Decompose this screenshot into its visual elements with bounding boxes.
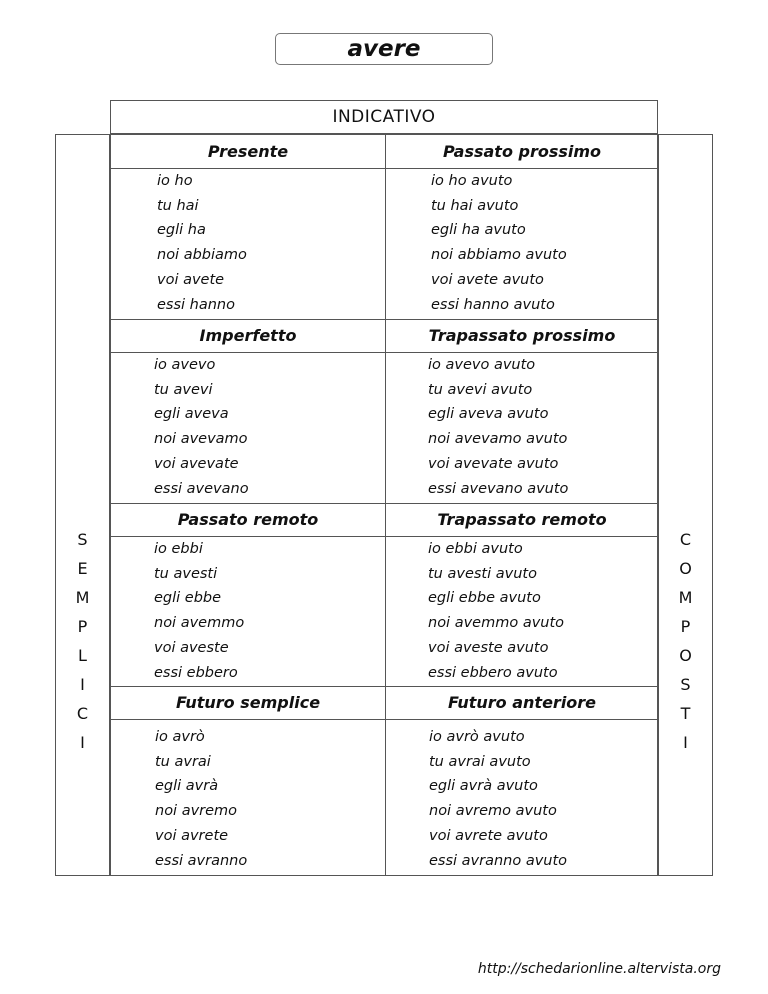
verb-form: voi avrete xyxy=(155,827,229,844)
semplici-label xyxy=(56,525,109,757)
mood-header: INDICATIVO xyxy=(110,100,658,134)
verb-form: io avevo xyxy=(154,357,216,373)
verb-form: io avrò avuto xyxy=(429,729,525,745)
tense-title-presente: Presente xyxy=(207,142,289,161)
side-letter: P xyxy=(77,617,88,636)
side-letter: I xyxy=(683,733,688,752)
tense-title-imperfetto: Imperfetto xyxy=(199,326,297,345)
verb-form: noi abbiamo xyxy=(157,247,247,264)
verb-form: essi avevano xyxy=(154,480,249,497)
verb-form: essi ebbero avuto xyxy=(428,664,558,681)
row-divider xyxy=(111,686,657,687)
verb-form: noi abbiamo avuto xyxy=(431,247,567,264)
verb-form: essi hanno avuto xyxy=(431,296,555,313)
row-divider xyxy=(111,503,657,504)
tense-title-futuro-semplice: Futuro semplice xyxy=(175,693,321,712)
verb-form: tu hai xyxy=(157,197,199,214)
verb-form: tu avrai xyxy=(155,753,211,770)
verb-form: egli aveva xyxy=(154,406,229,423)
verb-form: io ho xyxy=(157,173,193,189)
verb-form: io ho avuto xyxy=(431,173,513,189)
verb-title: avere xyxy=(275,33,493,65)
side-letter: C xyxy=(76,704,89,723)
verb-form: noi avemmo xyxy=(154,615,245,632)
side-letter: L xyxy=(78,646,87,665)
verb-form: egli aveva avuto xyxy=(428,406,549,423)
verb-form: noi avevamo avuto xyxy=(428,431,568,448)
verb-form: tu avrai avuto xyxy=(429,753,531,770)
side-letter: P xyxy=(680,617,691,636)
verb-form: voi avevate avuto xyxy=(428,455,559,472)
forms-passato-remoto xyxy=(154,537,244,685)
conjugation-table xyxy=(110,134,658,876)
verb-form: voi avete xyxy=(157,271,225,288)
verb-form: tu avevi xyxy=(154,381,213,398)
verb-form: noi avremo xyxy=(155,803,238,820)
tense-title-trapassato-remoto: Trapassato remoto xyxy=(437,510,607,529)
verb-form: noi avremo avuto xyxy=(429,803,557,820)
verb-form: egli ebbe xyxy=(154,590,222,607)
verb-form: io ebbi xyxy=(154,541,203,557)
composti-label xyxy=(659,525,712,757)
side-letter: M xyxy=(678,588,693,607)
tense-title-futuro-anteriore: Futuro anteriore xyxy=(447,693,597,712)
forms-passato-prossimo xyxy=(431,169,567,317)
verb-form: io ebbi avuto xyxy=(428,541,523,557)
side-letter: S xyxy=(77,530,88,549)
side-letter: M xyxy=(75,588,90,607)
tense-title-passato-remoto: Passato remoto xyxy=(177,510,319,529)
verb-form: io avrò xyxy=(155,729,205,745)
verb-form: egli ebbe avuto xyxy=(428,590,541,607)
verb-form: voi aveste avuto xyxy=(428,639,549,656)
side-letter: T xyxy=(680,704,691,723)
forms-trapassato-prossimo xyxy=(428,353,568,501)
verb-form: io avevo avuto xyxy=(428,357,536,373)
verb-form: egli avrà xyxy=(155,778,219,795)
source-url: http://schedarionline.altervista.org xyxy=(477,961,721,977)
verb-form: noi avevamo xyxy=(154,431,248,448)
tense-title-trapassato-prossimo: Trapassato prossimo xyxy=(428,326,616,345)
composti-side-column xyxy=(658,134,713,876)
column-divider xyxy=(385,135,386,875)
side-letter: I xyxy=(80,675,85,694)
forms-futuro-anteriore xyxy=(429,725,567,873)
verb-form: essi hanno xyxy=(157,296,235,313)
verb-form: tu avevi avuto xyxy=(428,381,533,398)
forms-futuro-semplice xyxy=(155,725,247,873)
verb-form: essi avranno xyxy=(155,852,248,869)
forms-imperfetto xyxy=(154,353,249,501)
side-letter: E xyxy=(77,559,88,578)
forms-presente xyxy=(157,169,247,317)
verb-form: tu avesti xyxy=(154,565,218,582)
side-letter: O xyxy=(679,646,692,665)
semplici-side-column xyxy=(55,134,110,876)
verb-form: essi ebbero xyxy=(154,664,238,681)
verb-form: egli ha xyxy=(157,222,206,239)
verb-form: essi avevano avuto xyxy=(428,480,569,497)
side-letter: S xyxy=(680,675,691,694)
verb-form: tu hai avuto xyxy=(431,197,519,214)
verb-form: voi aveste xyxy=(154,639,229,656)
forms-trapassato-remoto xyxy=(428,537,564,685)
row-divider xyxy=(111,719,657,720)
side-letter: I xyxy=(80,733,85,752)
side-letter: C xyxy=(679,530,692,549)
verb-form: voi avevate xyxy=(154,455,239,472)
verb-form: egli ha avuto xyxy=(431,222,526,239)
tense-title-passato-prossimo: Passato prossimo xyxy=(442,142,602,161)
side-letter: O xyxy=(679,559,692,578)
row-divider xyxy=(111,319,657,320)
verb-form: voi avrete avuto xyxy=(429,827,548,844)
verb-form: noi avemmo avuto xyxy=(428,615,565,632)
verb-form: egli avrà avuto xyxy=(429,778,538,795)
verb-form: voi avete avuto xyxy=(431,271,544,288)
verb-form: essi avranno avuto xyxy=(429,852,568,869)
verb-form: tu avesti avuto xyxy=(428,565,537,582)
